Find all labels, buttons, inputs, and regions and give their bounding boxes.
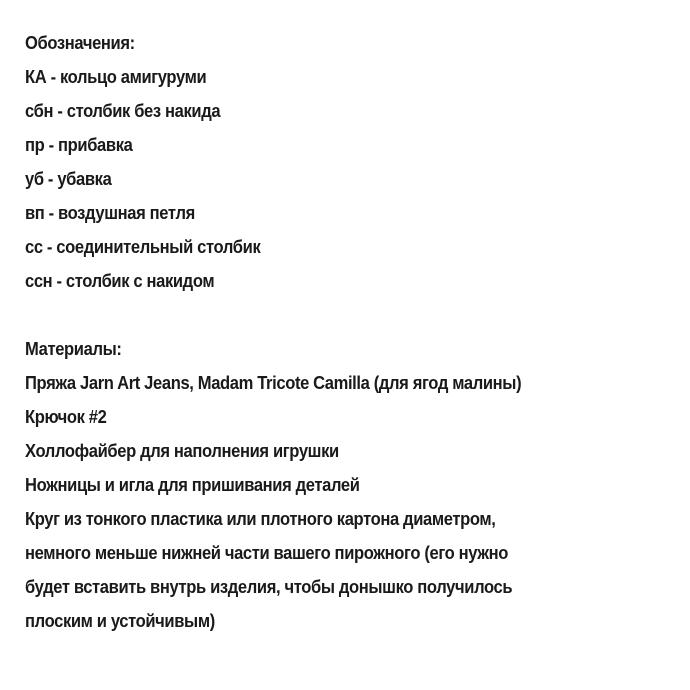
legend-item-ka: КА - кольцо амигуруми (25, 67, 207, 87)
legend-item-vp: вп - воздушная петля (25, 203, 195, 223)
materials-note-line: плоским и устойчивым) (25, 611, 215, 631)
materials-note-line: немного меньше нижней части вашего пирожного (его нужно (25, 543, 509, 563)
legend-item-ssn: ссн - столбик с накидом (25, 271, 215, 291)
materials-title: Материалы: (25, 339, 122, 359)
materials-note-line: будет вставить внутрь изделия, чтобы донышко получилось (25, 577, 513, 597)
materials-section (25, 332, 685, 638)
legend-title: Обозначения: (25, 33, 135, 53)
legend-section (25, 26, 685, 298)
materials-item-scissors-needle: Ножницы и игла для пришивания деталей (25, 475, 360, 495)
legend-item-ub: уб - убавка (25, 169, 112, 189)
legend-item-pr: пр - прибавка (25, 135, 133, 155)
materials-item-hook: Крючок #2 (25, 407, 107, 427)
section-divider (25, 298, 685, 332)
document (25, 26, 685, 638)
legend-item-ss: сс - соединительный столбик (25, 237, 261, 257)
materials-item-yarn: Пряжа Jarn Art Jeans, Madam Tricote Camilla (для ягод малины) (25, 373, 522, 393)
materials-item-stuffing: Холлофайбер для наполнения игрушки (25, 441, 339, 461)
legend-item-sbn: сбн - столбик без накида (25, 101, 221, 121)
materials-note-line: Круг из тонкого пластика или плотного картона диаметром, (25, 509, 496, 529)
